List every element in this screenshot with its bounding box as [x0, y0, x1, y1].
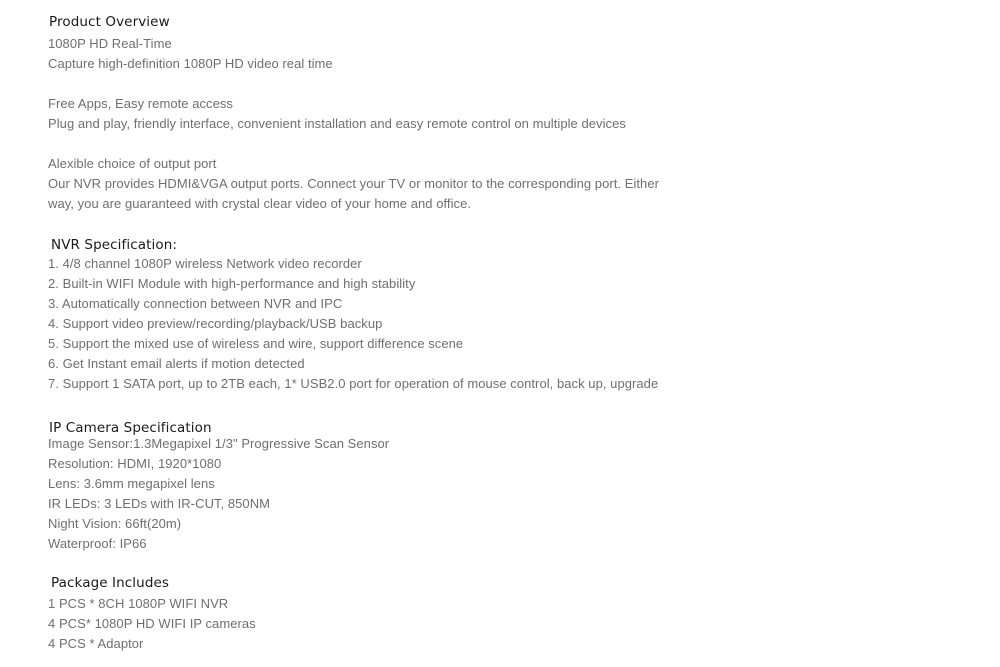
overview-line: way, you are guaranteed with crystal clear video of your home and office. — [48, 196, 472, 211]
package-item: 4 PCS* 1080P HD WIFI IP cameras — [48, 616, 256, 631]
product-overview-heading: Product Overview — [49, 14, 170, 30]
overview-line: Free Apps, Easy remote access — [48, 96, 233, 111]
ip-camera-spec-item: Waterproof: IP66 — [48, 536, 147, 551]
overview-line: Our NVR provides HDMI&VGA output ports. Connect your TV or monitor to the corresponding port. Either — [48, 176, 659, 191]
nvr-spec-item: 6. Get Instant email alerts if motion detected — [48, 356, 305, 371]
ip-camera-spec-item: IR LEDs: 3 LEDs with IR-CUT, 850NM — [48, 496, 271, 511]
overview-line: Capture high-definition 1080P HD video real time — [48, 56, 333, 71]
ip-camera-spec-item: Night Vision: 66ft(20m) — [48, 516, 182, 531]
ip-camera-spec-item: Image Sensor:1.3Megapixel 1/3" Progressive Scan Sensor — [48, 436, 390, 451]
ip-camera-specification-heading: IP Camera Specification — [49, 420, 212, 436]
package-includes-heading: Package Includes — [51, 575, 170, 591]
nvr-spec-item: 2. Built-in WIFI Module with high-performance and high stability — [48, 276, 416, 291]
ip-camera-spec-item: Resolution: HDMI, 1920*1080 — [48, 456, 222, 471]
overview-line: Plug and play, friendly interface, convenient installation and easy remote control on multiple devices — [48, 116, 626, 131]
overview-line: 1080P HD Real-Time — [48, 36, 172, 51]
package-item: 4 PCS * Adaptor — [48, 636, 144, 651]
nvr-spec-item: 7. Support 1 SATA port, up to 2TB each, 1* USB2.0 port for operation of mouse control, back up, upgrade — [48, 376, 659, 391]
overview-line: Alexible choice of output port — [48, 156, 217, 171]
nvr-spec-item: 5. Support the mixed use of wireless and wire, support difference scene — [48, 336, 464, 351]
ip-camera-spec-item: Lens: 3.6mm megapixel lens — [48, 476, 215, 491]
nvr-specification-heading: NVR Specification: — [51, 237, 178, 253]
nvr-spec-item: 4. Support video preview/recording/playback/USB backup — [48, 316, 383, 331]
nvr-spec-item: 3. Automatically connection between NVR and IPC — [48, 296, 343, 311]
package-item: 1 PCS * 8CH 1080P WIFI NVR — [48, 596, 229, 611]
nvr-spec-item: 1. 4/8 channel 1080P wireless Network video recorder — [48, 256, 362, 271]
